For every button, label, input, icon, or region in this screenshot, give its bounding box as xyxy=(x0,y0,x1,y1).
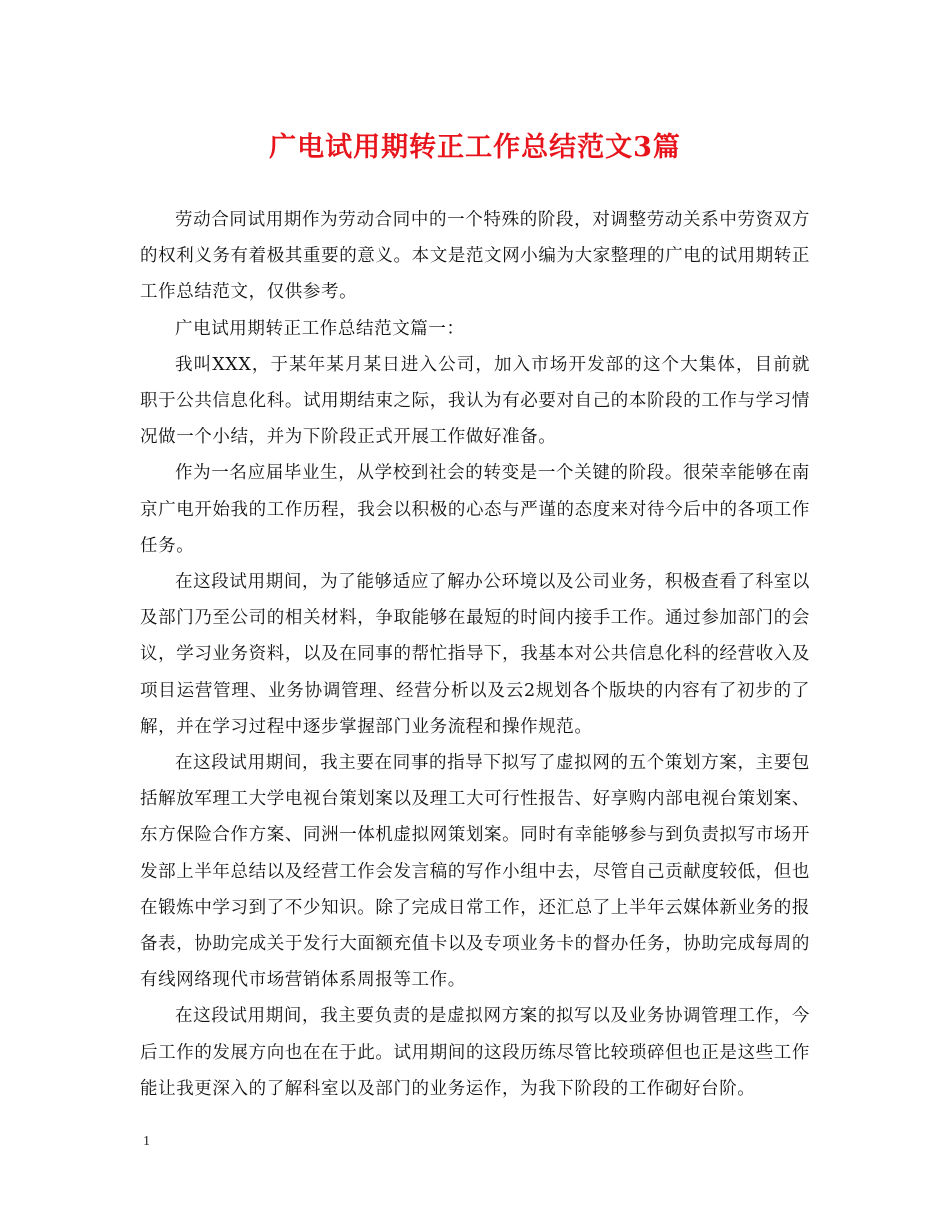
paragraph-responsibilities: 在这段试用期间，我主要负责的是虚拟网方案的拟写以及业务协调管理工作，今后工作的发展方向也在在于此。试用期间的这段历练尽管比较琐碎但也正是这些工作能让我更深入的了解科室以及部门的业务运作，为我下阶段的工作砌好台阶。 xyxy=(140,1006,810,1099)
document-body xyxy=(140,202,810,1107)
paragraph-graduate-transition: 作为一名应届毕业生，从学校到社会的转变是一个关键的阶段。很荣幸能够在南京广电开始我的工作历程，我会以积极的心态与严谨的态度来对待今后中的各项工作任务。 xyxy=(140,463,810,556)
paragraph-section-heading: 广电试用期转正工作总结范文篇一： xyxy=(175,318,465,339)
paragraph-adaptation: 在这段试用期间，为了能够适应了解办公环境以及公司业务，积极查看了科室以及部门乃至公司的相关材料，争取能够在最短的时间内接手工作。通过参加部门的会议，学习业务资料，以及在同事的帮忙指导下，我基本对公共信息化科的经营收入及项目运营管理、业务协调管理、经营分析以及云2规划各个版块的内容有了初步的了解，并在学习过程中逐步掌握部门业务流程和操作规范。 xyxy=(140,572,810,737)
paragraph-main-work: 在这段试用期间，我主要在同事的指导下拟写了虚拟网的五个策划方案，主要包括解放军理工大学电视台策划案以及理工大可行性报告、好享购内部电视台策划案、东方保险合作方案、同洲一体机虚拟网策划案。同时有幸能够参与到负责拟写市场开发部上半年总结以及经营工作会发言稿的写作小组中去，尽管自己贡献度较低，但也在锻炼中学习到了不少知识。除了完成日常工作，还汇总了上半年云媒体新业务的报备表，协助完成关于发行大面额充值卡以及专项业务卡的督办任务，协助完成每周的有线网络现代市场营销体系周报等工作。 xyxy=(140,753,810,991)
paragraph-self-introduction: 我叫XXX，于某年某月某日进入公司，加入市场开发部的这个大集体，目前就职于公共信息化科。试用期结束之际，我认为有必要对自己的本阶段的工作与学习情况做一个小结，并为下阶段正式开展工作做好准备。 xyxy=(140,354,810,448)
document-title: 广电试用期转正工作总结范文3篇 xyxy=(269,132,681,163)
page-number: 1 xyxy=(143,1134,150,1149)
paragraph-intro: 劳动合同试用期作为劳动合同中的一个特殊的阶段，对调整劳动关系中劳资双方的权利义务有着极其重要的意义。本文是范文网小编为大家整理的广电的试用期转正工作总结范文，仅供参考。 xyxy=(140,210,810,303)
